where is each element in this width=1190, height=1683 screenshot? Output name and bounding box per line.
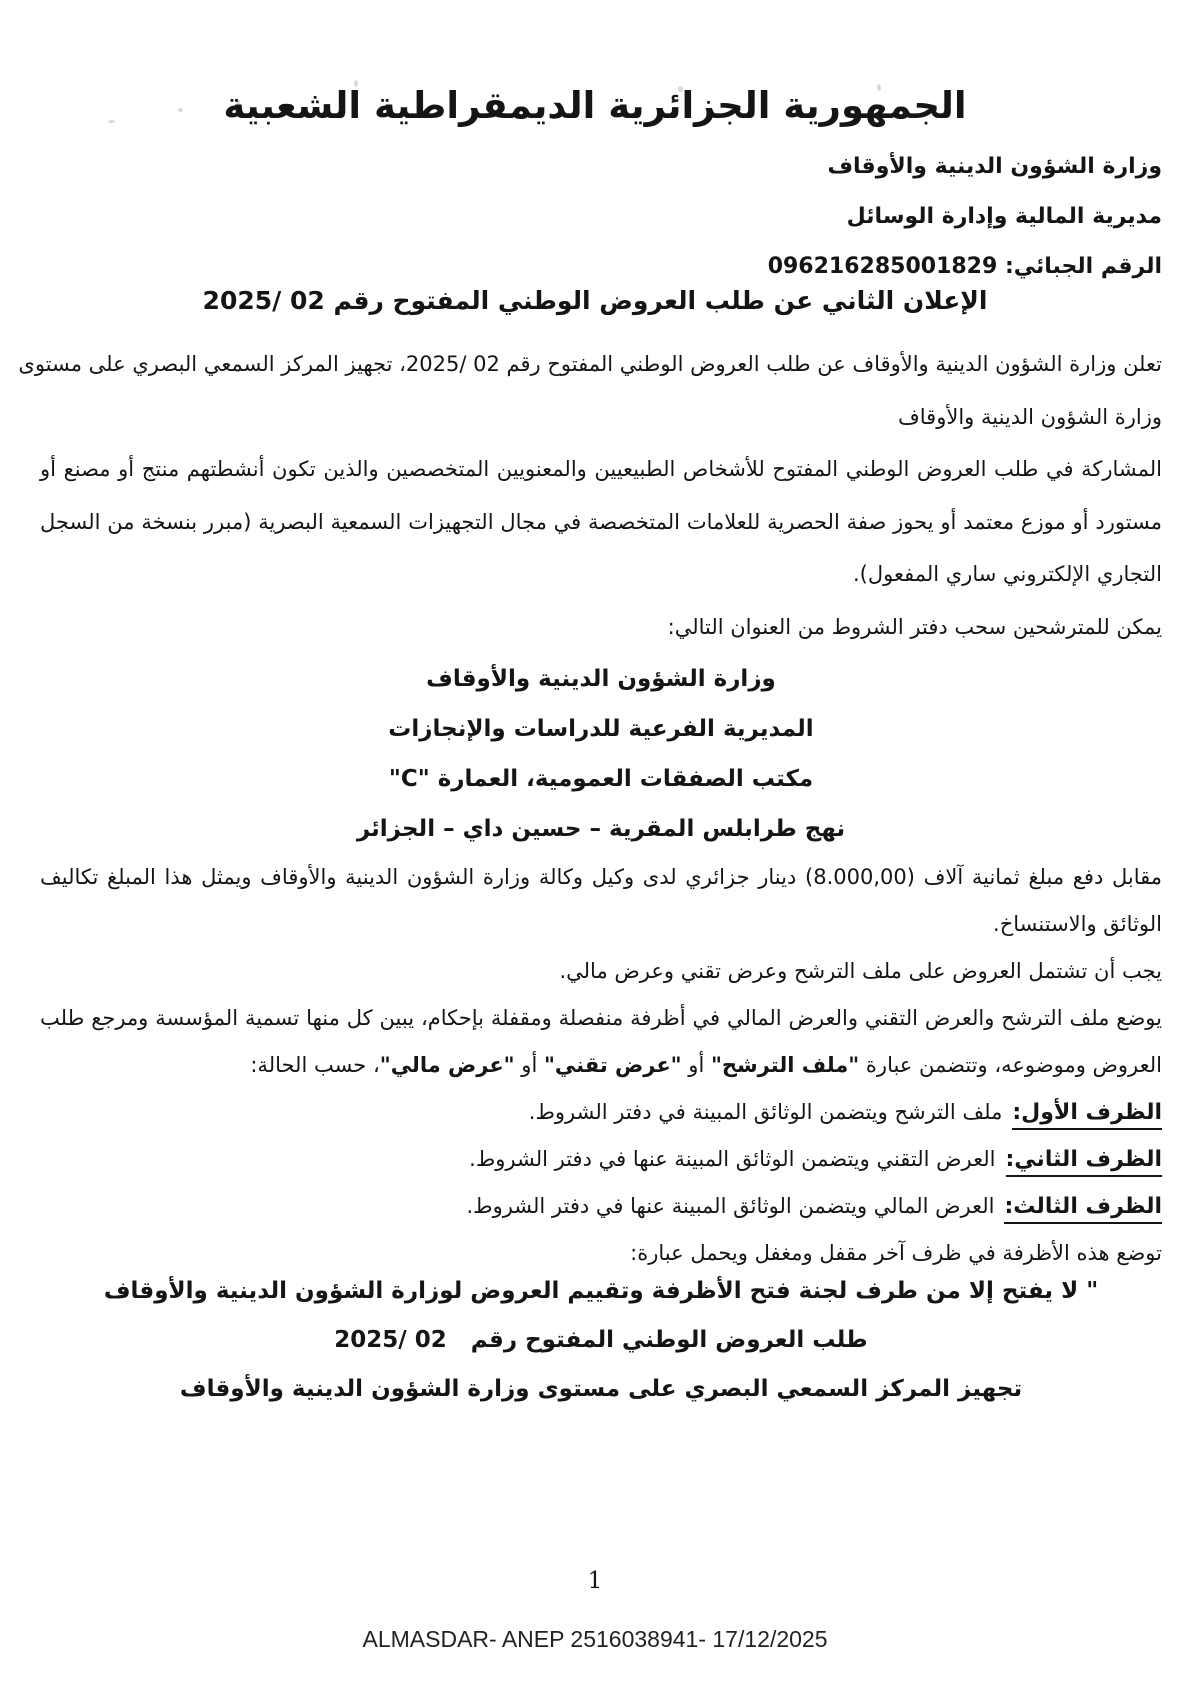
envelopes-intro-line: يوضع ملف الترشح والعرض التقني والعرض المالي في أظرفة منفصلة ومقفلة بإحكام، يبين كل منها تسمية المؤسسة ومرجع طلب xyxy=(40,1005,1162,1030)
ministry-header-block xyxy=(768,142,1162,292)
conditions-section xyxy=(40,854,1162,1277)
payment-line: مقابل دفع مبلغ ثمانية آلاف (8.000,00) دينار جزائري لدى وكيل وكالة وزارة الشؤون الدينية والأوقاف ويمثل هذا المبلغ تكاليف xyxy=(40,864,1163,889)
announcement-title: الإعلان الثاني عن طلب العروض الوطني المفتوح رقم 02 /2025 xyxy=(202,286,988,315)
envelope-item-1 xyxy=(40,1089,1162,1136)
envelope-2-label: الظرف الثاني: xyxy=(1006,1147,1163,1177)
envelope-1-text: ملف الترشح ويتضمن الوثائق المبينة في دفتر الشروط. xyxy=(528,1099,1003,1124)
address-line: المديرية الفرعية للدراسات والإنجازات xyxy=(388,715,814,742)
envelope-item-2 xyxy=(40,1136,1162,1183)
document-body xyxy=(18,338,1163,1414)
envelopes-intro-line xyxy=(40,1042,1162,1089)
envelope-3-text: العرض المالي ويتضمن الوثائق المبينة عنها في دفتر الشروط. xyxy=(466,1193,995,1218)
page-number: 1 xyxy=(587,1568,603,1594)
paragraph-line: مستورد أو موزع معتمد أو يحوز صفة الحصرية للعلامات المتخصصة في مجال التجهيزات السمعية البصرية (مبرر بنسخة من السجل xyxy=(40,509,1162,534)
ministry-name: وزارة الشؤون الدينية والأوقاف xyxy=(827,154,1162,179)
intro-segment: العروض وموضوعه، وتتضمن عبارة xyxy=(859,1052,1162,1077)
address-line: وزارة الشؤون الدينية والأوقاف xyxy=(426,665,776,692)
intro-segment: أو xyxy=(681,1052,711,1077)
directorate-name: مديرية المالية وإدارة الوسائل xyxy=(846,204,1162,229)
technical-offer-term: "عرض تقني" xyxy=(543,1052,682,1077)
paragraph-line: تعلن وزارة الشؤون الدينية والأوقاف عن طلب العروض الوطني المفتوح رقم 02 /2025، تجهيز المركز السمعي البصري على مستوى xyxy=(18,352,1162,376)
sealed-note-line: تجهيز المركز السمعي البصري على مستوى وزارة الشؤون الدينية والأوقاف xyxy=(179,1375,1023,1402)
intro-section xyxy=(18,338,1162,654)
paragraph-line: وزارة الشؤون الدينية والأوقاف xyxy=(898,404,1162,429)
financial-offer-term: "عرض مالي" xyxy=(379,1052,515,1077)
footer-anep-reference: ALMASDAR- ANEP 2516038941- 17/12/2025 xyxy=(362,1626,828,1652)
paragraph-line: المشاركة في طلب العروض الوطني المفتوح للأشخاص الطبيعيين والمعنويين المتخصصين والذين تكون أنشطتهم منتج أو مصنع أو xyxy=(40,457,1162,482)
sealed-note-block xyxy=(40,1267,1162,1414)
envelope-1-label: الظرف الأول: xyxy=(1012,1100,1162,1130)
withdraw-line: يمكن للمترشحين سحب دفتر الشروط من العنوان التالي: xyxy=(667,614,1162,639)
outer-envelope-line: توضع هذه الأظرفة في ظرف آخر مقفل ومغفل ويحمل عبارة: xyxy=(630,1240,1162,1265)
address-block xyxy=(40,654,1162,854)
sealed-note-line: طلب العروض الوطني المفتوح رقم 02 /2025 xyxy=(334,1326,868,1353)
candidacy-file-term: "ملف الترشح" xyxy=(710,1052,860,1077)
payment-line: الوثائق والاستنساخ. xyxy=(993,911,1162,936)
envelope-item-3 xyxy=(40,1183,1162,1230)
offers-line: يجب أن تشتمل العروض على ملف الترشح وعرض تقني وعرض مالي. xyxy=(559,958,1162,983)
sealed-note-line: " لا يفتح إلا من طرف لجنة فتح الأظرفة وتقييم العروض لوزارة الشؤون الدينية والأوقاف xyxy=(103,1277,1099,1304)
intro-segment: ، حسب الحالة: xyxy=(250,1052,380,1077)
address-line: مكتب الصفقات العمومية، العمارة "C" xyxy=(388,765,814,792)
republic-title: الجمهورية الجزائرية الديمقراطية الشعبية xyxy=(223,84,967,127)
tax-number-line: الرقم الجبائي: 096216285001829 xyxy=(767,254,1162,279)
intro-segment: أو xyxy=(514,1052,544,1077)
address-line: نهج طرابلس المقرية – حسين داي – الجزائر xyxy=(356,815,846,842)
envelope-3-label: الظرف الثالث: xyxy=(1004,1194,1162,1224)
paragraph-line: التجاري الإلكتروني ساري المفعول). xyxy=(852,562,1162,587)
envelope-2-text: العرض التقني ويتضمن الوثائق المبينة عنها في دفتر الشروط. xyxy=(469,1146,996,1171)
